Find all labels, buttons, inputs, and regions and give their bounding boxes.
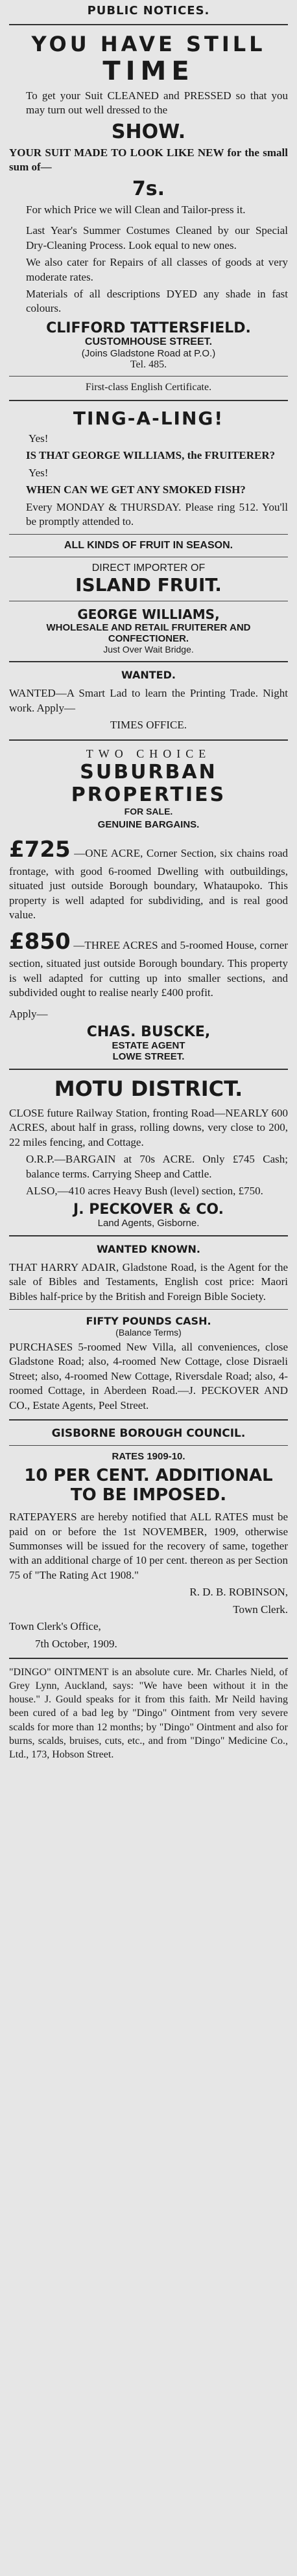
paragraph: For which Price we will Clean and Tailor-press it. [26, 203, 246, 216]
paragraph: Last Year's Summer Costumes Cleaned by our Special Dry-Cleaning Process. Look equal to new ones. [26, 224, 288, 251]
paragraph: "DINGO" OINTMENT is an absolute cure. Mr. Charles Nield, of Grey Lynn, Auckland, says: "We have been without it in the house." J. Gould speaks for it from this faith. Mr Neild having been cured of a bad leg by "Dingo" Ointment from very severe scalds for more than 12 months; by "Dingo" Ointment and also for burns, scalds, bruises, cuts, etc., and from "Dingo" Medicine Co., Ltd., 173, Hobson Street. [9, 1667, 288, 1760]
divider [9, 1309, 288, 1310]
reply: Yes! [29, 432, 49, 445]
firm-role: Land Agents, Gisborne. [97, 1217, 200, 1229]
trade-line: WHOLESALE AND RETAIL FRUITERER AND CONFECTIONER. [46, 622, 251, 645]
paragraph: Materials of all descriptions DYED any shade in fast colours. [26, 287, 288, 315]
address: Just Over Wait Bridge. [103, 644, 194, 655]
agent-street: LOWE STREET. [112, 1051, 185, 1062]
telephone: Tel. 485. [130, 358, 167, 370]
section-heading: PUBLIC NOTICES. [87, 4, 210, 17]
date: 7th October, 1909. [35, 1637, 117, 1650]
paragraph: To get your Suit CLEANED and PRESSED so that you may turn out well dressed to the [26, 89, 288, 117]
divider [9, 1069, 288, 1070]
bargains: GENUINE BARGAINS. [97, 818, 200, 830]
suburban-properties-ad [9, 747, 288, 1062]
subheading: (Balance Terms) [115, 1327, 182, 1338]
paragraph: RATEPAYERS are hereby notified that ALL RATES must be paid on or before the 1st NOVEMBER, 1909, otherwise Summonses will be issued for the recovery of same, together with an additional charge of 10 per cent. thereon as per Section 75 of "The Rating Act 1908." [9, 1511, 288, 1581]
divider [9, 739, 288, 741]
headline: YOU HAVE STILL [31, 32, 266, 56]
reply: Yes! [29, 466, 49, 479]
office: TIMES OFFICE. [110, 719, 187, 732]
headline: TING-A-LING! [73, 407, 224, 429]
paragraph: PURCHASES 5-roomed New Villa, all conveniences, close Gladstone Road; also, 4-roomed New Cottage, close Disraeli Street; also, 4-roomed New Cottage, Riversdale Road; also, 4-roomed Cottage, in Aberdeen Road.—J. PECKOVER AND CO., Estate Agents, Peel Street. [9, 1340, 288, 1411]
agent-name: CHAS. BUSCKE, [86, 1024, 211, 1040]
two-choice: TWO CHOICE [86, 747, 211, 760]
ting-a-ling-ad [9, 408, 288, 655]
divider [9, 1419, 288, 1421]
time-ad [9, 32, 288, 393]
section-heading: WANTED. [121, 669, 176, 682]
signature-role: Town Clerk. [233, 1603, 288, 1616]
motu-district-ad [9, 1076, 288, 1229]
section-heading: WANTED KNOWN. [97, 1242, 200, 1255]
section-heading: FIFTY POUNDS CASH. [86, 1314, 211, 1327]
newspaper-column [9, 0, 288, 1761]
price: £725 [9, 836, 71, 863]
paragraph: CLOSE future Railway Station, fronting Road—NEARLY 600 ACRES, about half in grass, rolling downs, very close to 200, 22 miles fencing, and Cottage. [9, 1107, 288, 1148]
divider [9, 534, 288, 535]
divider [9, 400, 288, 401]
divider [9, 1658, 288, 1659]
divider [9, 376, 288, 377]
paragraph: ALSO,—410 acres Heavy Bush (level) section, £750. [26, 1185, 263, 1198]
headline: TO BE IMPOSED. [70, 1485, 227, 1505]
divider [9, 661, 288, 662]
business-name: CLIFFORD TATTERSFIELD. [46, 319, 251, 336]
signature: R. D. B. ROBINSON, [189, 1586, 288, 1599]
paragraph: THAT HARRY ADAIR, Gladstone Road, is the Agent for the sale of Bibles and Testaments, English cost price: Maori Bibles half-price by the British and Foreign Bible Society. [9, 1260, 288, 1303]
paragraph: O.R.P.—BARGAIN at 70s ACRE. Only £745 Cash; balance terms. Carrying Sheep and Cattle. [26, 1153, 288, 1180]
show-title: SHOW. [111, 120, 186, 143]
address-note: (Joins Gladstone Road at P.O.) [81, 347, 216, 359]
wanted-ad [9, 669, 288, 732]
property-listing [9, 835, 288, 923]
headline: 10 PER CENT. ADDITIONAL [24, 1466, 273, 1486]
headline: MOTU DISTRICT. [54, 1076, 243, 1101]
agent-role: ESTATE AGENT [112, 1040, 185, 1051]
listing-text: —ONE ACRE, Corner Section, six chains road frontage, with good 6-roomed Dwelling with outbuildings, situated just outside Borough boundary, Whataupoko. This property is well adapted for subdividing, and is real good value. [9, 846, 289, 921]
paragraph: WANTED—A Smart Lad to learn the Printing Trade. Night work. Apply— [9, 687, 288, 714]
borough-council-notice [9, 1427, 288, 1651]
property-listing [9, 927, 288, 1000]
island-fruit: ISLAND FRUIT. [75, 574, 222, 596]
question: IS THAT GEORGE WILLIAMS, the FRUITERER? [26, 449, 276, 462]
price: £850 [9, 929, 71, 955]
for-sale: FOR SALE. [124, 806, 173, 817]
section-heading: GISBORNE BOROUGH COUNCIL. [51, 1427, 246, 1441]
office: Town Clerk's Office, [9, 1620, 101, 1633]
headline-time: TIME [102, 56, 195, 86]
wanted-known-ad [9, 1243, 288, 1304]
paragraph: We also cater for Repairs of all classes of goods at very moderate rates. [26, 256, 288, 283]
price: 7s. [132, 177, 165, 200]
divider [9, 1445, 288, 1446]
answer: Every MONDAY & THURSDAY. Please ring 512. You'll be promptly attended to. [26, 500, 288, 528]
fifty-pounds-ad [9, 1315, 288, 1413]
paragraph: YOUR SUIT MADE TO LOOK LIKE NEW for the small sum of— [9, 146, 288, 174]
business-name: GEORGE WILLIAMS, [77, 607, 220, 623]
properties-heading: PROPERTIES [71, 783, 226, 806]
importer-line: DIRECT IMPORTER OF [91, 563, 206, 574]
tagline: ALL KINDS OF FRUIT IN SEASON. [64, 540, 233, 551]
certificate: First-class English Certificate. [85, 381, 212, 393]
dingo-ointment-ad [9, 1665, 288, 1761]
divider [9, 24, 288, 25]
listing-text: —THREE ACRES and 5-roomed House, corner section, situated just outside Borough boundary. This property is well adapted for cutting up into smaller sections, and subdivided ought to realise nearly £400 profit. [9, 939, 288, 999]
rates-year: RATES 1909-10. [112, 1451, 185, 1463]
address: CUSTOMHOUSE STREET. [84, 336, 213, 347]
divider [9, 1235, 288, 1236]
suburban-heading: SUBURBAN [80, 760, 217, 783]
question: WHEN CAN WE GET ANY SMOKED FISH? [26, 483, 246, 496]
apply: Apply— [9, 1007, 48, 1020]
firm-name: J. PECKOVER & CO. [73, 1201, 224, 1218]
